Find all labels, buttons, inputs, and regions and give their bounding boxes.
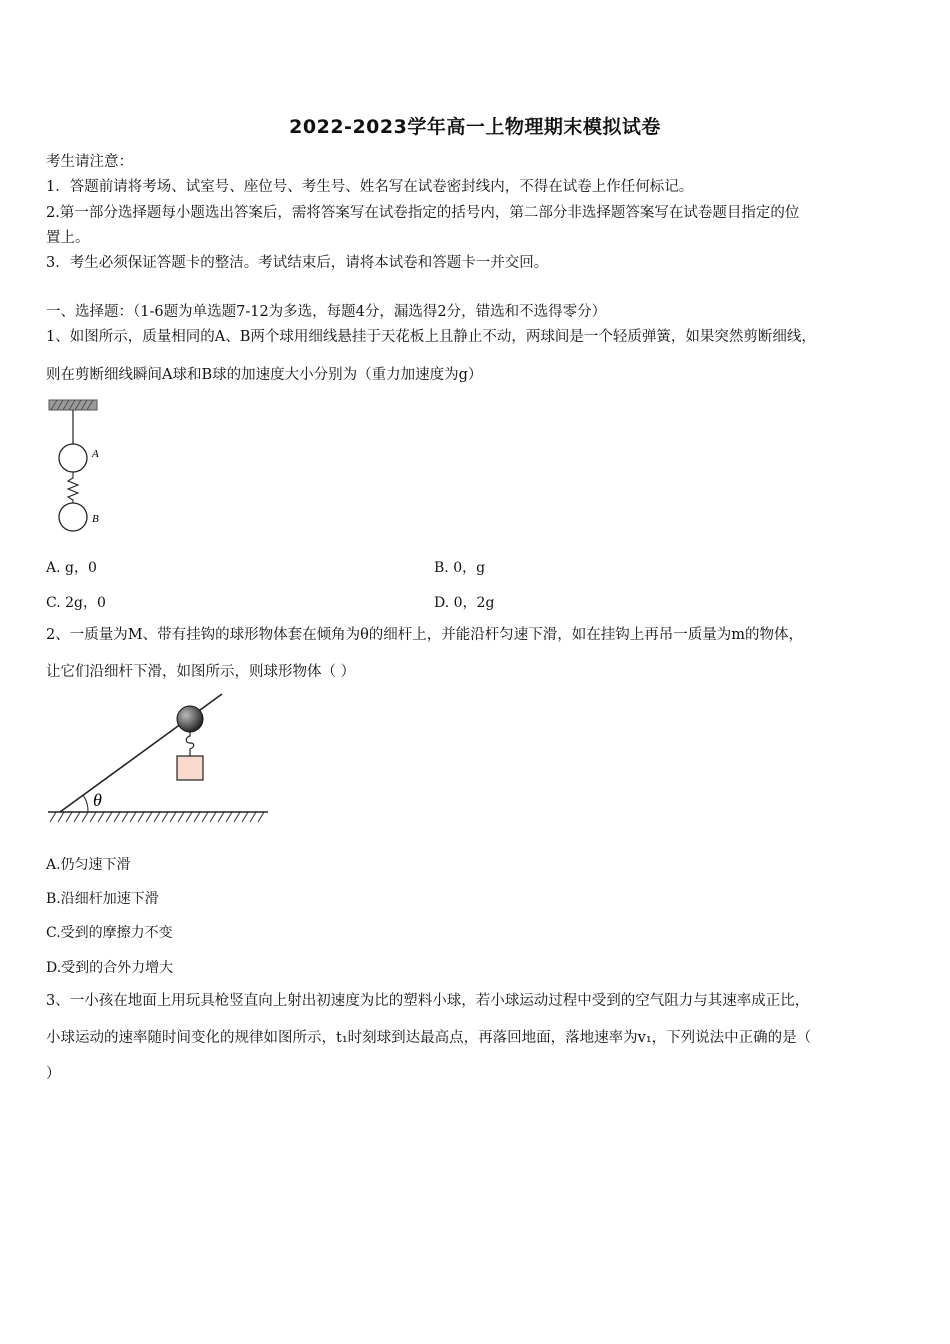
q1-text-line1: 1、如图所示，质量相同的A、B两个球用细线悬挂于天花板上且静止不动，两球间是一个轻质弹簧，如果突然剪断细线，: [46, 329, 816, 345]
ball-a: [59, 444, 87, 472]
q2-text-line2: 让它们沿细杆下滑，如图所示，则球形物体（ ）: [46, 664, 356, 680]
q1-option-a: A. g，0: [46, 560, 97, 576]
hanging-block: [177, 756, 203, 780]
q3-text-line3: ）: [46, 1066, 61, 1082]
sphere: [177, 706, 203, 732]
q1-option-d: D. 0，2g: [434, 595, 495, 611]
q2-option-a: A.仍匀速下滑: [46, 857, 131, 873]
label-b: B: [92, 513, 99, 525]
q1-spring-figure: [44, 398, 114, 538]
angle-label: θ: [93, 790, 102, 810]
q2-option-d: D.受到的合外力增大: [46, 960, 174, 976]
q3-text-line1: 3、一小孩在地面上用玩具枪竖直向上射出初速度为比的塑料小球，若小球运动过程中受到的空气阻力与其速率成正比，: [46, 993, 810, 1009]
label-a: A: [92, 448, 99, 460]
ball-b: [59, 503, 87, 531]
q1-option-c: C. 2g，0: [46, 595, 106, 611]
notice-item-1: 1．答题前请将考场、试室号、座位号、考生号、姓名写在试卷密封线内，不得在试卷上作任何标记。: [46, 179, 694, 195]
notice-item-2-cont: 置上。: [46, 230, 90, 246]
notice-item-2: 2.第一部分选择题每小题选出答案后，需将答案写在试卷指定的括号内，第二部分非选择题答案写在试卷题目指定的位: [46, 205, 800, 221]
angle-arc: [83, 795, 88, 812]
q2-incline-figure: [46, 692, 276, 832]
spring: [68, 472, 78, 504]
q2-option-c: C.受到的摩擦力不变: [46, 925, 173, 941]
page-title: 2022-2023学年高一上物理期末模拟试卷: [289, 116, 661, 138]
q2-text-line1: 2、一质量为M、带有挂钩的球形物体套在倾角为θ的细杆上，并能沿杆匀速下滑，如在挂钩上再吊一质量为m的物体，: [46, 627, 804, 643]
notice-item-3: 3．考生必须保证答题卡的整洁。考试结束后，请将本试卷和答题卡一并交回。: [46, 255, 549, 271]
q1-option-b: B. 0，g: [434, 560, 486, 576]
q3-text-line2: 小球运动的速率随时间变化的规律如图所示，t₁时刻球到达最高点，再落回地面，落地速率为v₁，下列说法中正确的是（: [46, 1030, 812, 1046]
notice-heading: 考生请注意：: [46, 154, 133, 170]
hook: [186, 732, 194, 756]
q1-text-line2: 则在剪断细线瞬间A球和B球的加速度大小分别为（重力加速度为g）: [46, 367, 483, 383]
q2-option-b: B.沿细杆加速下滑: [46, 891, 159, 907]
section-heading: 一、选择题：（1-6题为单选题7-12为多选，每题4分，漏选得2分，错选和不选得零分）: [46, 304, 607, 320]
